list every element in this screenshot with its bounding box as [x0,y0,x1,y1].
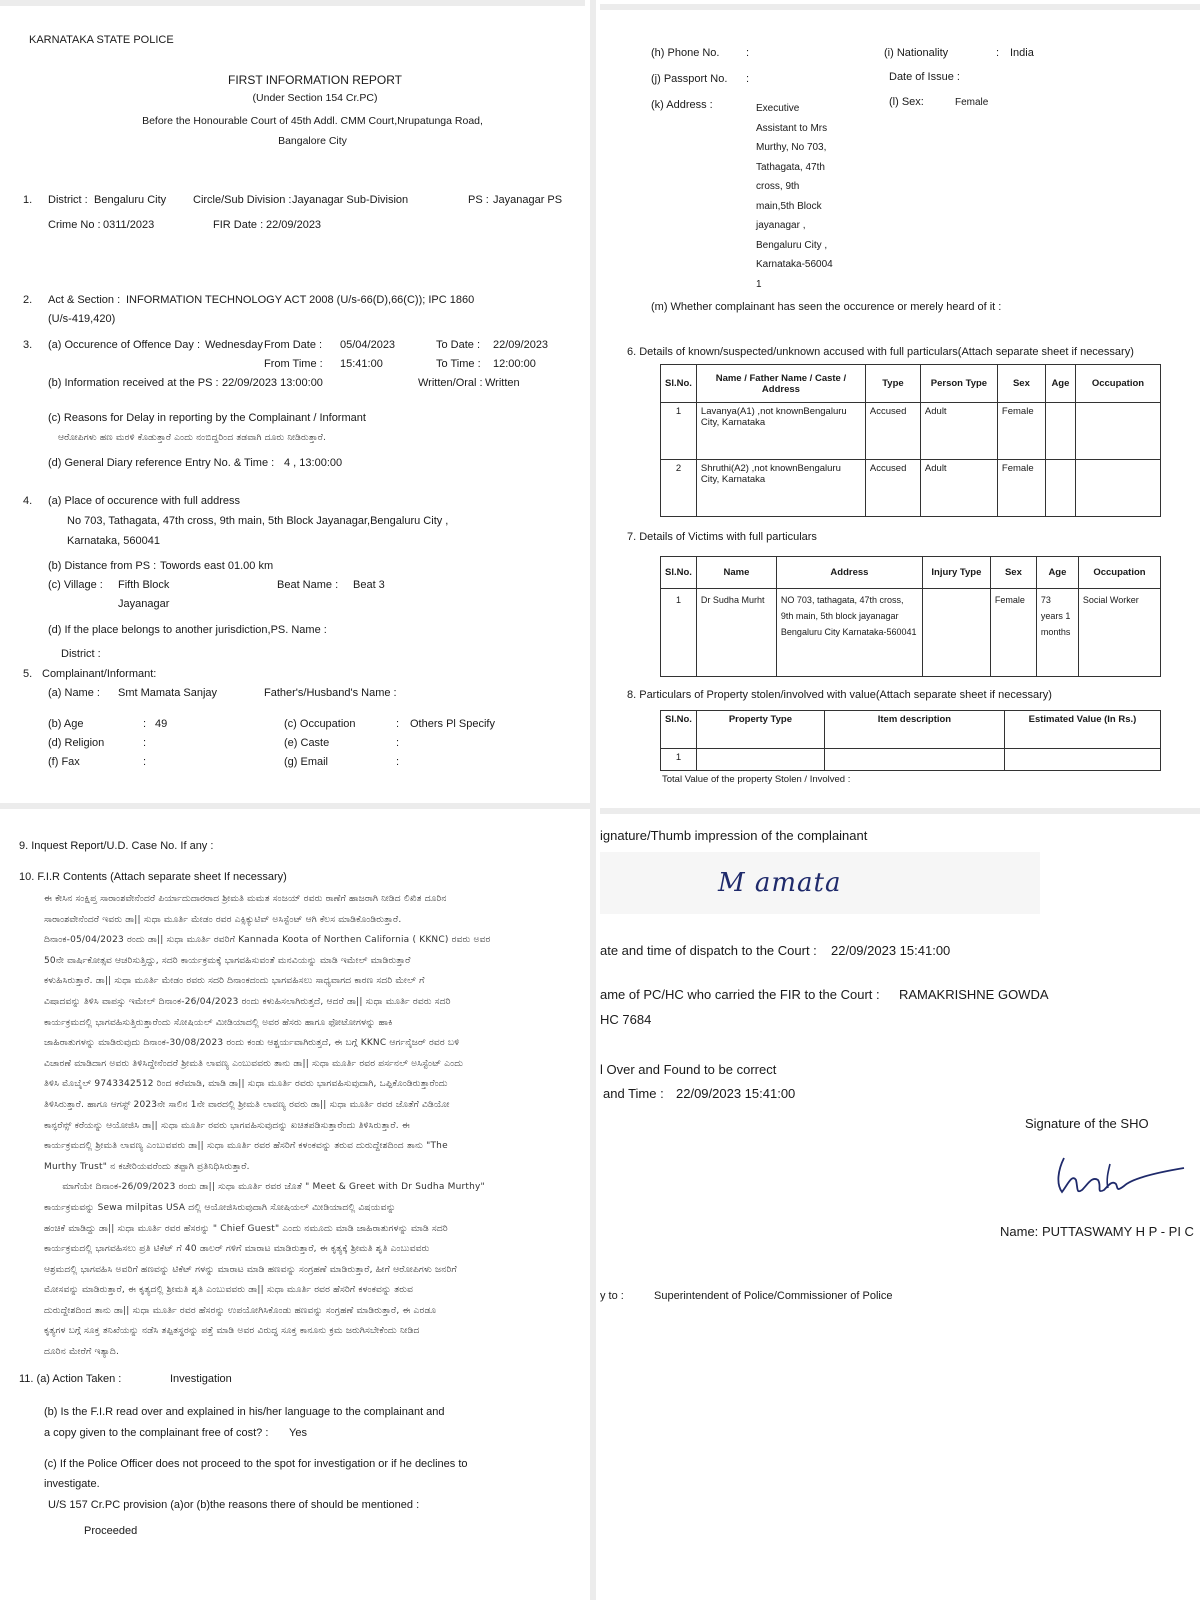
decline-line-2: investigate. [44,1478,100,1490]
address-label: (k) Address : [651,99,713,111]
victims-header: Address [776,557,922,589]
copy-value: Superintendent of Police/Commissioner of Police [654,1290,893,1302]
circle-value: Jayanagar Sub-Division [292,194,409,206]
sho-signature-label: Signature of the SHO [1025,1116,1149,1131]
address-line: Murthy, No 703, [756,142,827,153]
occupation-value: Others Pl Specify [410,718,495,730]
accused-header: Sl.No. [661,365,697,403]
beat-value: Beat 3 [353,579,385,591]
nationality-colon: : [996,47,1000,59]
cell: Female [997,460,1045,517]
info-received-value: 22/09/2023 13:00:00 [222,377,323,389]
act-value-2: (U/s-419,420) [48,313,116,325]
victims-header: Occupation [1078,557,1160,589]
cell: Accused [865,403,920,460]
court-line-1: Before the Honourable Court of 45th Addl. CMM Court,Nrupatunga Road, [142,115,483,127]
fir-content-line: ತಿಳಿಸಿರುತ್ತಾರೆ. ಹಾಗೂ ಆಗಸ್ಟ್ 2023ನೇ ಸಾಲಿನ 1ನೇ ವಾರದಲ್ಲಿ ಶ್ರೀಮತಿ ಲಾವಣ್ಯ ರವರು ಡಾ|| ಸುಧಾ ಮೂರ್ತಿ ರವರ ಜೊತೆಗೆ ವಿಡಿಯೋ [44,1099,450,1110]
horizontal-divider-right [600,808,1200,814]
fir-content-line: ಕಾರ್ಯಕ್ರಮದಲ್ಲಿ ಭಾಗವಹಿಸುತ್ತಿರುತ್ತಾರೆಂದು ಸೋಷಿಯಲ್ ಮೀಡಿಯಾದಲ್ಲಿ ಅವರ ಹೆಸರು ಹಾಗೂ ಫೋಟೋಗಳನ್ನು ಹಾಕಿ [44,1017,393,1028]
religion-colon: : [143,737,147,749]
victims-table [660,556,1161,677]
property-header: Sl.No. [661,711,697,749]
victims-header: Sl.No. [661,557,697,589]
phone-label: (h) Phone No. [651,47,720,59]
age-colon: : [143,718,147,730]
from-date-value: 05/04/2023 [340,339,396,351]
occurence-label: (a) Occurence of Offence Day : [48,339,201,351]
diary-label: (d) General Diary reference Entry No. & Time : [48,457,275,469]
address-line: cross, 9th [756,181,800,192]
jurisdiction-label: (d) If the place belongs to another jurisdiction,PS. Name : [48,624,327,636]
fir-date-value: 22/09/2023 [266,219,322,231]
fir-content-line: ಆಶ್ರಮದಲ್ಲಿ ಭಾಗವಹಿಸಿ ಅವರಿಗೆ ಹಣವನ್ನು ಟಿಕೆಟ್ ಗಳನ್ನು ಮಾರಾಟ ಮಾಡಿ ಹಣವನ್ನು ಸಂಗ್ರಹಣೆ ಮಾಡಿರುತ್ತಾರೆ, ಹೀಗೆ ಆರೋಪಿಗಳು ಜನರಿಗೆ [44,1264,457,1275]
distance-value: Towords east 01.00 km [160,560,274,572]
page-top-border [0,0,585,6]
table-row [661,589,1161,677]
phone-colon: : [746,47,750,59]
sec2-num: 2. [23,294,33,306]
village-value-1: Fifth Block [118,579,170,591]
cell [824,749,1004,771]
read-over-line-1: (b) Is the F.I.R read over and explained in his/her language to the complainant and [44,1406,445,1418]
cell: 1 [661,749,697,771]
district-value: Bengaluru City [94,194,167,206]
email-label: (g) Email [284,756,329,768]
occupation-colon: : [396,718,400,730]
village-label: (c) Village : [48,579,103,591]
issue-label: Date of Issue : [889,71,960,83]
sec10-label: 10. F.I.R Contents (Attach separate sheet If necessary) [19,871,287,883]
sec8-title: 8. Particulars of Property stolen/involved with value(Attach separate sheet if necessary) [627,689,1052,701]
from-date-label: From Date : [264,339,323,351]
property-table [660,710,1161,771]
carrier-label: ame of PC/HC who carried the FIR to the Court : [600,987,880,1002]
complainant-signature-label: ignature/Thumb impression of the complainant [600,828,868,843]
complainant-signature: M amata [718,868,842,898]
cell [1045,460,1075,517]
fir-content-line: ಜಾಹಿರಾತುಗಳನ್ನು ಮಾಡಿರುವುದು ದಿನಾಂಕ-30/08/2023 ರಂದು ಕಂಡು ಆಶ್ಚರ್ಯವಾಗಿರುತ್ತದೆ, ಈ ಬಗ್ಗೆ KKNC ಆರ್ಗನೈಜರ್ ರವರ ಬಳಿ [44,1038,460,1049]
seen-label: (m) Whether complainant has seen the occurence or merely heard of it : [651,301,1002,313]
to-time-label: To Time : [436,358,481,370]
cell: 2 [661,460,697,517]
address-line: Tathagata, 47th [756,161,825,173]
sex-label: (l) Sex: [889,96,924,108]
fir-content-line: ದಿನಾಂಕ-05/04/2023 ರಂದು ಡಾ|| ಸುಧಾ ಮೂರ್ತಿ ರವರಿಗೆ Kannada Koota of Northen California ( KKNC) ರವರು ಅವರ [44,935,491,946]
table-row [661,749,1161,771]
email-colon: : [396,756,400,768]
address-line: Assistant to Mrs [756,122,828,134]
name-label: (a) Name : [48,687,100,699]
place-line-2: Karnataka, 560041 [67,535,160,547]
written-value: Written [485,377,520,389]
action-label: 11. (a) Action Taken : [19,1373,122,1385]
sec6-title: 6. Details of known/suspected/unknown accused with full particulars(Attach separate sheet if necessary) [627,346,1134,358]
address-line: Bengaluru City , [756,239,828,251]
copy-label: y to : [600,1290,624,1302]
fir-content-line: ದೂರಿನ ಮೇರೆಗೆ ಇತ್ಯಾದಿ. [44,1347,120,1358]
crime-value: 0311/2023 [103,219,155,231]
accused-header: Sex [997,365,1045,403]
property-header: Estimated Value (In Rs.) [1004,711,1160,749]
read-over-value: Yes [289,1427,307,1439]
nationality-value: India [1010,47,1034,59]
ps-value: Jayanagar PS [493,194,563,206]
act-value: INFORMATION TECHNOLOGY ACT 2008 (U/s-66(D),66(C)); IPC 1860 [126,294,475,306]
cell: Social Worker [1078,589,1160,677]
victims-header: Injury Type [922,557,990,589]
cell: Shruthi(A2) ,not knownBengaluru City, Karnataka [696,460,865,517]
fir-date-label: FIR Date : [213,219,264,231]
victims-header: Name [696,557,776,589]
age-value: 49 [155,718,168,730]
fax-label: (f) Fax [48,756,80,768]
vertical-divider [590,0,596,1600]
diary-value: 4 , 13:00:00 [284,457,343,469]
cell: NO 703, tathagata, 47th cross, 9th main, 5th block jayanagar Bengaluru City Karnataka-560041 [776,589,922,677]
fir-content-line: ದುರುದ್ದೇಶದಿಂದ ತಾನು ಡಾ|| ಸುಧಾ ಮೂರ್ತಿ ರವರ ಹೆಸರನ್ನು ಉಪಯೋಗಿಸಿಕೊಂಡು ಹಣವನ್ನು ಸಂಗ್ರಹಣೆ ಮಾಡಿರುತ್ತಾರೆ, ಈ ಎರಡೂ [44,1305,437,1316]
act-label: Act & Section : [48,294,121,306]
fir-content-line: ವಿಷಾದವನ್ನು ತಿಳಿಸಿ ವಾಪಸ್ಸು ಇಮೇಲ್ ದಿನಾಂಕ-26/04/2023 ರಂದು ಕಳುಹಿಸಲಾಗಿರುತ್ತದೆ, ಆದರೆ ಡಾ|| ಸುಧಾ ಮೂರ್ತಿ ರವರು ಸದರಿ [44,996,451,1007]
accused-table [660,364,1161,517]
cell: 1 [661,403,697,460]
sho-name-value: PUTTASWAMY H P - PI C [1042,1224,1194,1239]
cell [696,749,824,771]
cell: Lavanya(A1) ,not knownBengaluru City, Karnataka [696,403,865,460]
sec3-num: 3. [23,339,33,351]
caste-label: (e) Caste [284,737,330,749]
address-line: Karnataka-56004 [756,259,833,270]
org-name: KARNATAKA STATE POLICE [29,34,174,46]
report-subtitle: (Under Section 154 Cr.PC) [252,92,378,104]
accused-header: Occupation [1075,365,1160,403]
page-top-border-right [600,4,1200,10]
cell: Female [990,589,1036,677]
date-time-label: and Time : [603,1086,664,1101]
address-line: 1 [756,278,762,290]
fir-content-line: ಮಾಗೆಯೇ ದಿನಾಂಕ-26/09/2023 ರಂದು ಡಾ|| ಸುಧಾ ಮೂರ್ತಿ ರವರ ಜೊತೆ " Meet & Greet with Dr Sudha Murthy" [44,1182,485,1193]
distance-label: (b) Distance from PS : [48,560,157,572]
fir-content-line: ಕಾರ್ಯಕ್ರಮದಲ್ಲಿ ಭಾಗವಹಿಸಲು ಪ್ರತಿ ಟಿಕೆಟ್ ಗೆ 40 ಡಾಲರ್ ಗಳಿಗೆ ಮಾರಾಟ ಮಾಡಿರುತ್ತಾರೆ, ಈ ಕೃತ್ಯಕ್ಕೆ ಶ್ರೀಮತಿ ಶೃತಿ ಎಂಬುವವರು [44,1244,430,1255]
place-line-1: No 703, Tathagata, 47th cross, 9th main, 5th Block Jayanagar,Bengaluru City , [67,515,449,527]
sec7-title: 7. Details of Victims with full particulars [627,531,817,543]
cell: Dr Sudha Murht [696,589,776,677]
age-label: (b) Age [48,718,84,730]
occurence-day: Wednesday [205,339,263,351]
fir-content-line: ಕಳುಹಿಸಿರುತ್ತಾರೆ. ಡಾ|| ಸುಧಾ ಮೂರ್ತಿ ಮೇಡಂ ರವರು ಸದರಿ ದಿನಾಂಕದಂದು ಭಾಗವಹಿಸಲು ಸಾಧ್ಯವಾಗದ ಕಾರಣ ಸದರಿ ಮೇಲ್ ಗೆ [44,976,425,987]
address-line: main,5th Block [756,200,822,212]
cell [1075,403,1160,460]
fir-content-line: ಕಾರ್ಯಕ್ರಮವನ್ನು Sewa milpitas USA ದಲ್ಲಿ ಆಯೋಜಿಸಿರುವುದಾಗಿ ಸೋಷಿಯಲ್ ಮೀಡಿಯಾದಲ್ಲಿ ವಿಷಯವನ್ನು [44,1202,396,1213]
sec9-label: 9. Inquest Report/U.D. Case No. If any : [19,840,214,852]
fax-colon: : [143,756,147,768]
jurisdiction-district-label: District : [61,648,101,660]
decline-line-1: (c) If the Police Officer does not proceed to the spot for investigation or if he declines to [44,1458,468,1470]
fir-content-line: ಕಾರ್ಯಕ್ರಮದಲ್ಲಿ ಶ್ರೀಮತಿ ಲಾವಣ್ಯ ಎಂಬುವವರು ಡಾ|| ಸುಧಾ ಮೂರ್ತಿ ರವರ ಹೆಸರಿಗೆ ಕಳಂಕವನ್ನು ತರುವ ದುರುದ್ದೇಶದಿಂದ ತಾನು "The [44,1141,448,1152]
ps-label: PS : [468,194,489,206]
cell [1045,403,1075,460]
cell [922,589,990,677]
victims-header: Sex [990,557,1036,589]
cell: Adult [920,460,997,517]
to-date-label: To Date : [436,339,481,351]
address-block [756,99,833,294]
cell: Accused [865,460,920,517]
occupation-label: (c) Occupation [284,718,356,730]
name-value: Smt Mamata Sanjay [118,687,218,699]
info-received-label: (b) Information received at the PS : [48,377,219,389]
fir-contents [44,889,584,1363]
address-line: jayanagar , [756,220,806,231]
fir-content-line: ಹಂಚಿಕೆ ಮಾಡಿದ್ದು ಡಾ|| ಸುಧಾ ಮೂರ್ತಿ ರವರ ಹೆಸರನ್ನು " Chief Guest" ಎಂದು ನಮೂದು ಮಾಡಿ ಜಾಹಿರಾತುಗಳನ್ನು ಮಾಡಿ ಸದರಿ [44,1223,448,1234]
horizontal-divider-left [0,803,595,809]
sec5-num: 5. [23,668,33,680]
accused-header: Person Type [920,365,997,403]
carrier-value: RAMAKRISHNE GOWDA [899,987,1049,1002]
village-value-2: Jayanagar [118,598,170,610]
sex-value: Female [955,97,989,108]
from-time-value: 15:41:00 [340,358,383,370]
district-label: District : [48,194,88,206]
place-label: (a) Place of occurence with full address [48,495,240,507]
religion-label: (d) Religion [48,737,105,749]
property-total-label: Total Value of the property Stolen / Involved : [662,774,851,785]
hc-number: HC 7684 [600,1012,652,1027]
decline-value: Proceeded [84,1525,138,1537]
dispatch-label: ate and time of dispatch to the Court : [600,943,817,958]
delay-label: (c) Reasons for Delay in reporting by the Complainant / Informant [48,412,366,424]
date-time-value: 22/09/2023 15:41:00 [676,1086,796,1101]
complainant-label: Complainant/Informant: [42,668,157,680]
cell [1075,460,1160,517]
to-time-value: 12:00:00 [493,358,536,370]
table-row [661,460,1161,517]
to-date-value: 22/09/2023 [493,339,549,351]
sec1-num: 1. [23,194,33,206]
read-over-label: l Over and Found to be correct [600,1062,777,1077]
dispatch-value: 22/09/2023 15:41:00 [831,943,951,958]
property-header: Item description [824,711,1004,749]
circle-label: Circle/Sub Division : [193,194,292,206]
accused-header: Name / Father Name / Caste / Address [696,365,865,403]
sho-name-label: Name: [1000,1224,1039,1239]
sec4-num: 4. [23,495,33,507]
beat-label: Beat Name : [277,579,339,591]
table-row [661,403,1161,460]
fir-content-line: ವಿಚಾರಣೆ ಮಾಡಿದಾಗ ಅವರು ತಿಳಿಸಿದ್ದೇನೆಂದರೆ ಶ್ರೀಮತಿ ಲಾವಣ್ಯ ಎಂಬುವವರು ತಾನು ಡಾ|| ಸುಧಾ ಮೂರ್ತಿ ರವರ ಪರ್ಸನಲ್ ಅಸಿಸ್ಟೆಂಟ್ ಎಂದು [44,1058,464,1069]
cell: 73 years 1 months [1036,589,1078,677]
crime-label: Crime No : [48,219,101,231]
nationality-label: (i) Nationality [884,47,949,59]
fir-content-line: ಮೋಸವನ್ನು ಮಾಡಿರುತ್ತಾರೆ, ಈ ಕೃತ್ಯದಲ್ಲಿ ಶ್ರೀಮತಿ ಶೃತಿ ಎಂಬುವವರು ಡಾ|| ಸುಧಾ ಮೂರ್ತಿ ರವರ ಹೆಸರಿಗೆ ಕಳಂಕವನ್ನು ತರುವ [44,1285,414,1296]
court-line-2: Bangalore City [278,135,347,147]
father-label: Father's/Husband's Name : [264,687,397,699]
accused-header: Age [1045,365,1075,403]
fir-content-line: Murthy Trust" ನ ಕಚೇರಿಯವರೆಂದು ತಪ್ಪಾಗಿ ಪ್ರತಿನಿಧಿಸಿರುತ್ತಾರೆ. [44,1161,250,1172]
fir-content-line: 50ನೇ ವಾರ್ಷಿಕೋತ್ಸವ ಆಚರಿಸುತ್ತಿದ್ದು, ಸದರಿ ಕಾರ್ಯಕ್ರಮಕ್ಕೆ ಭಾಗವಹಿಸುವಂತೆ ಮನವಿಯನ್ನು ಮಾಡಿ ಇಮೇಲ್ ಮಾಡಿರುತ್ತಾರೆ [44,955,411,966]
cell: Female [997,403,1045,460]
fir-content-line: ಕೃತ್ಯಗಳ ಬಗ್ಗೆ ಸೂಕ್ತ ತನಿಖೆಯನ್ನು ನಡೆಸಿ ತಪ್ಪಿತಸ್ಥರನ್ನು ಪತ್ತೆ ಮಾಡಿ ಅವರ ವಿರುದ್ಧ ಸೂಕ್ತ ಕಾನೂನು ಕ್ರಮ ಜರುಗಿಸಬೇಕೆಂದು ನೀಡಿದ [44,1326,420,1337]
accused-header: Type [865,365,920,403]
cell [1004,749,1160,771]
fir-content-line: ಈ ಕೇಸಿನ ಸಂಕ್ಷಿಪ್ತ ಸಾರಾಂಶವೇನೆಂದರೆ ಪಿರ್ಯಾದುದಾರರಾದ ಶ್ರೀಮತಿ ಮಮತ ಸಂಜಯ್ ರವರು ಠಾಣೆಗೆ ಹಾಜರಾಗಿ ನೀಡಿದ ಲಿಖಿತ ದೂರಿನ [44,894,447,904]
caste-colon: : [396,737,400,749]
action-value: Investigation [170,1373,232,1385]
read-over-line-2: a copy given to the complainant free of cost? : [44,1427,269,1439]
passport-label: (j) Passport No. [651,73,728,85]
cell: Adult [920,403,997,460]
victims-header: Age [1036,557,1078,589]
written-label: Written/Oral : [418,377,483,389]
report-title: FIRST INFORMATION REPORT [227,73,402,87]
cell: 1 [661,589,697,677]
passport-colon: : [746,73,750,85]
decline-line-3: U/S 157 Cr.PC provision (a)or (b)the reasons there of should be mentioned : [48,1499,420,1511]
delay-reason: ಆರೋಪಿಗಳು ಹಣ ಮರಳಿ ಕೊಡುತ್ತಾರೆ ಎಂದು ನಂಬಿದ್ದರಿಂದ ತಡವಾಗಿ ದೂರು ನೀಡಿರುತ್ತಾರೆ. [58,433,327,443]
address-line: Executive [756,103,800,114]
fir-content-line: ಸಾರಾಂಶವೇನೆಂದರೆ ಇವರು ಡಾ|| ಸುಧಾ ಮೂರ್ತಿ ಮೇಡಂ ರವರ ಎಕ್ಸಿಕ್ಯುಟಿವ್ ಅಸಿಸ್ಟೆಂಟ್ ಆಗಿ ಕೆಲಸ ಮಾಡಿಕೊಂಡಿರುತ್ತಾರೆ. [44,914,402,925]
fir-content-line: ತಿಳಿಸಿ ಮೊಬೈಲ್ 9743342512 ರಿಂದ ಕರೆಮಾಡಿ, ಮಾಡಿ ಡಾ|| ಸುಧಾ ಮೂರ್ತಿ ರವರು ಭಾಗವಹಿಸುವುದಾಗಿ, ಒಪ್ಪಿಕೊಂಡಿರುತ್ತಾರೆಂದು [44,1079,448,1090]
fir-content-line: ಕಾನ್ಫರೆನ್ಸ್ ಕರೆಯನ್ನು ಆಯೋಜಿಸಿ ಡಾ|| ಸುಧಾ ಮೂರ್ತಿ ರವರು ಭಾಗವಹಿಸುವುದನ್ನು ಖಚಿತಪಡಿಸುತ್ತಾರೆಂದು ತಿಳಿಸಿರುತ್ತಾರೆ. ಈ [44,1120,410,1131]
property-header: Property Type [696,711,824,749]
from-time-label: From Time : [264,358,323,370]
sho-signature [1050,1150,1190,1205]
